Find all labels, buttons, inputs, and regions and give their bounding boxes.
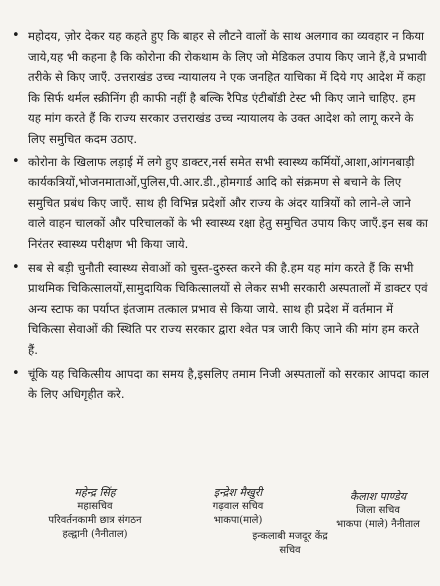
signature-1: महेन्द्र सिंह महासचिव परिवर्तनकामी छात्र संगठन हल्द्वानी (नैनीताल) — [48, 486, 142, 540]
bullet-icon: • — [12, 28, 20, 43]
signature-3: इन्कलाबी मजदूर केंद्र सचिव — [252, 531, 328, 556]
bullet-icon: • — [12, 259, 20, 275]
paragraph-4 — [8, 364, 432, 405]
bullet-icon: • — [12, 365, 20, 381]
signature-block — [0, 486, 440, 586]
paragraph-3 — [8, 258, 432, 361]
signature-2: इन्द्रेश मैखुरी गढ़वाल सचिव भाकपा(माले) — [212, 486, 264, 526]
paragraph-1 — [8, 26, 432, 150]
paragraph-text: कोरोना के खिलाफ लड़ाई में लगे हुए डाक्टर,नर्स समेत सभी स्वास्थ्य कर्मियों,आशा,आंगनबाड़ी कार्यकत्रियों,भोजनमाताओं,पुलिस,पी.आर.डी.,होमगार्ड आदि को संक्रमण से बचाने के लिए समुचित प्रबंध किए जाएँ. साथ ही विभिन्न प्रदेशों और राज्य के अंदर यात्रियों को लाने-ले जाने वाले वाहन चालकों और परिचालकों के भी स्वास्थ्य रक्षा हेतु समुचित उपाय किए जाएँ.इन सब का निरंतर स्वास्थ्य परीक्षण भी किया जाये. — [28, 154, 428, 251]
paragraph-text: सब से बड़ी चुनौती स्वास्थ्य सेवाओं को चुस्त-दुरुस्त करने की है.हम यह मांग करते हैं कि सभी प्राथमिक चिकित्सालयों,सामुदायिक चिकित्सालयों से लेकर सभी सरकारी अस्पतालों में डाक्टर एवं अन्य स्टाफ का पर्याप्त इंतजाम तत्काल प्रभाव से किया जाये. साथ ही प्रदेश में वर्तमान में चिकित्सा सेवाओं की स्थिति पर राज्य सरकार द्वारा श्वेत पत्र जारी किए जाने की मांग हम करते हैं. — [28, 260, 428, 357]
paragraph-text: महोदय, ज़ोर देकर यह कहते हुए कि बाहर से लौटने वालों के साथ अलगाव का व्यवहार न किया जाये,यह भी कहना है कि कोरोना की रोकथाम के लिए जो मेडिकल उपाय किए जाने हैं,वे प्रभावी तरीके से किए जाएँ. उत्तराखंड उच्च न्यायालय ने एक जनहित याचिका में दिये गए आदेश में कहा कि सिर्फ थर्मल स्क्रीनिंग ही काफी नहीं है बल्कि रैपिड एंटीबॉडी टेस्ट भी किए जाने चाहिए. हम यह मांग करते हैं कि राज्य सरकार उत्तराखंड उच्च न्यायालय के उक्त आदेश को लागू करने के लिए समुचित कदम उठाए. — [28, 29, 427, 146]
document-body — [8, 26, 432, 408]
signature-4: कैलाश पाण्डेय जिला सचिव भाकपा (माले) नैनीताल — [336, 490, 420, 530]
paragraph-text: चूंकि यह चिकित्सीय आपदा का समय है,इसलिए तमाम निजी अस्पतालों को सरकार आपदा काल के लिए अधिगृहीत करे. — [28, 366, 430, 402]
bullet-icon: • — [12, 153, 20, 169]
paragraph-2 — [8, 152, 432, 255]
